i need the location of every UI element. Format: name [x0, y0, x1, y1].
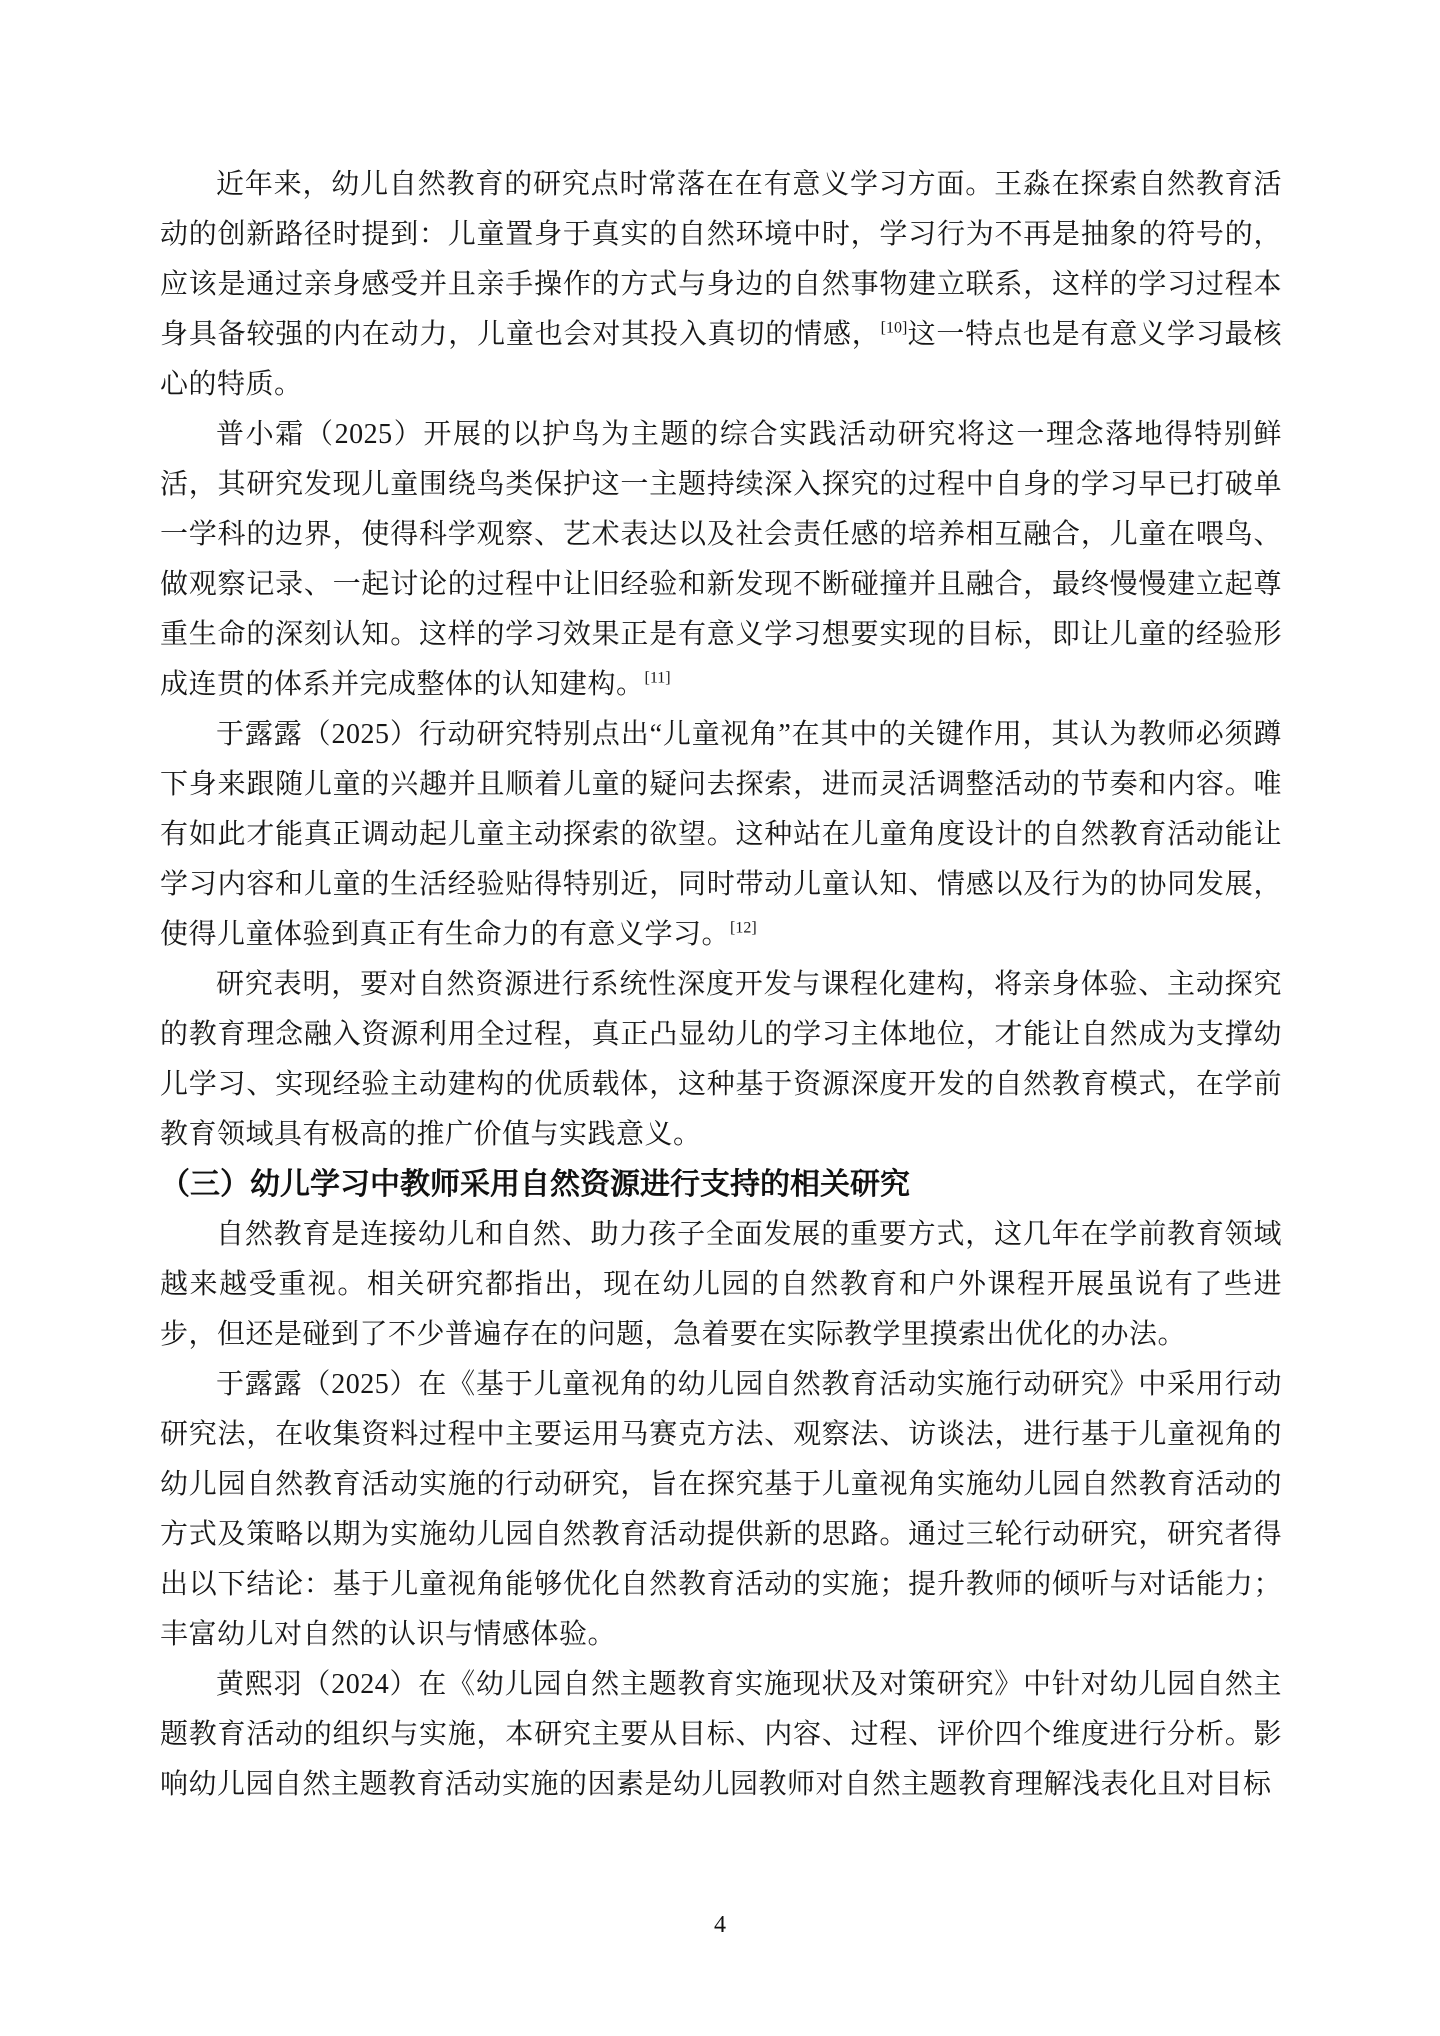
- document-body: [160, 160, 1282, 1810]
- section-heading: [160, 1160, 1282, 1210]
- text-segment: 于露露（2025）在《基于儿童视角的幼儿园自然教育活动实施行动研究》中采用行动研究法，在收集资料过程中主要运用马赛克方法、观察法、访谈法，进行基于儿童视角的幼儿园自然教育活动实施的行动研究，旨在探究基于儿童视角实施幼儿园自然教育活动的方式及策略以期为实施幼儿园自然教育活动提供新的思路。通过三轮行动研究，研究者得出以下结论：基于儿童视角能够优化自然教育活动的实施；提升教师的倾听与对话能力；丰富幼儿对自然的认识与情感体验。: [160, 1369, 1282, 1650]
- text-segment: 近年来，幼儿自然教育的研究点时常落在在有意义学习方面。王淼在探索自然教育活动的创新路径时提到：儿童置身于真实的自然环境中时，学习行为不再是抽象的符号的，应该是通过亲身感受并且亲手操作的方式与身边的自然事物建立联系，这样的学习过程本身具备较强的内在动力，儿童也会对其投入真切的情感，: [160, 169, 1282, 350]
- paragraph: [160, 1210, 1282, 1360]
- page-footer: [0, 1912, 1440, 1939]
- paragraph: [160, 160, 1282, 410]
- paragraph: [160, 710, 1282, 960]
- text-segment: 于露露（2025）行动研究特别点出“儿童视角”在其中的关键作用，其认为教师必须蹲下身来跟随儿童的兴趣并且顺着儿童的疑问去探索，进而灵活调整活动的节奏和内容。唯有如此才能真正调动起儿童主动探索的欲望。这种站在儿童角度设计的自然教育活动能让学习内容和儿童的生活经验贴得特别近，同时带动儿童认知、情感以及行为的协同发展，使得儿童体验到真正有生命力的有意义学习。: [160, 719, 1282, 950]
- page-number: 4: [714, 1912, 726, 1938]
- text-segment: 黄熙羽（2024）在《幼儿园自然主题教育实施现状及对策研究》中针对幼儿园自然主题教育活动的组织与实施，本研究主要从目标、内容、过程、评价四个维度进行分析。影响幼儿园自然主题教育活动实施的因素是幼儿园教师对自然主题教育理解浅表化且对目标: [160, 1669, 1282, 1800]
- text-segment: 自然教育是连接幼儿和自然、助力孩子全面发展的重要方式，这几年在学前教育领域越来越受重视。相关研究都指出，现在幼儿园的自然教育和户外课程开展虽说有了些进步，但还是碰到了不少普遍存在的问题，急着要在实际教学里摸索出优化的办法。: [160, 1219, 1282, 1350]
- text-segment: （三）幼儿学习中教师采用自然资源进行支持的相关研究: [160, 1168, 910, 1201]
- footnote-ref: [11]: [644, 669, 671, 687]
- text-segment: 普小霜（2025）开展的以护鸟为主题的综合实践活动研究将这一理念落地得特别鲜活，其研究发现儿童围绕鸟类保护这一主题持续深入探究的过程中自身的学习早已打破单一学科的边界，使得科学观察、艺术表达以及社会责任感的培养相互融合，儿童在喂鸟、做观察记录、一起讨论的过程中让旧经验和新发现不断碰撞并且融合，最终慢慢建立起尊重生命的深刻认知。这样的学习效果正是有意义学习想要实现的目标，即让儿童的经验形成连贯的体系并完成整体的认知建构。: [160, 419, 1282, 700]
- footnote-ref: [10]: [880, 319, 908, 337]
- paragraph: [160, 1660, 1282, 1810]
- paragraph: [160, 960, 1282, 1160]
- paragraph: [160, 410, 1282, 710]
- text-segment: 这一特点也是有意义学习最核心的特质。: [160, 319, 1282, 400]
- text-segment: 研究表明，要对自然资源进行系统性深度开发与课程化建构，将亲身体验、主动探究的教育理念融入资源利用全过程，真正凸显幼儿的学习主体地位，才能让自然成为支撑幼儿学习、实现经验主动建构的优质载体，这种基于资源深度开发的自然教育模式，在学前教育领域具有极高的推广价值与实践意义。: [160, 969, 1282, 1150]
- paragraph: [160, 1360, 1282, 1660]
- footnote-ref: [12]: [730, 919, 757, 937]
